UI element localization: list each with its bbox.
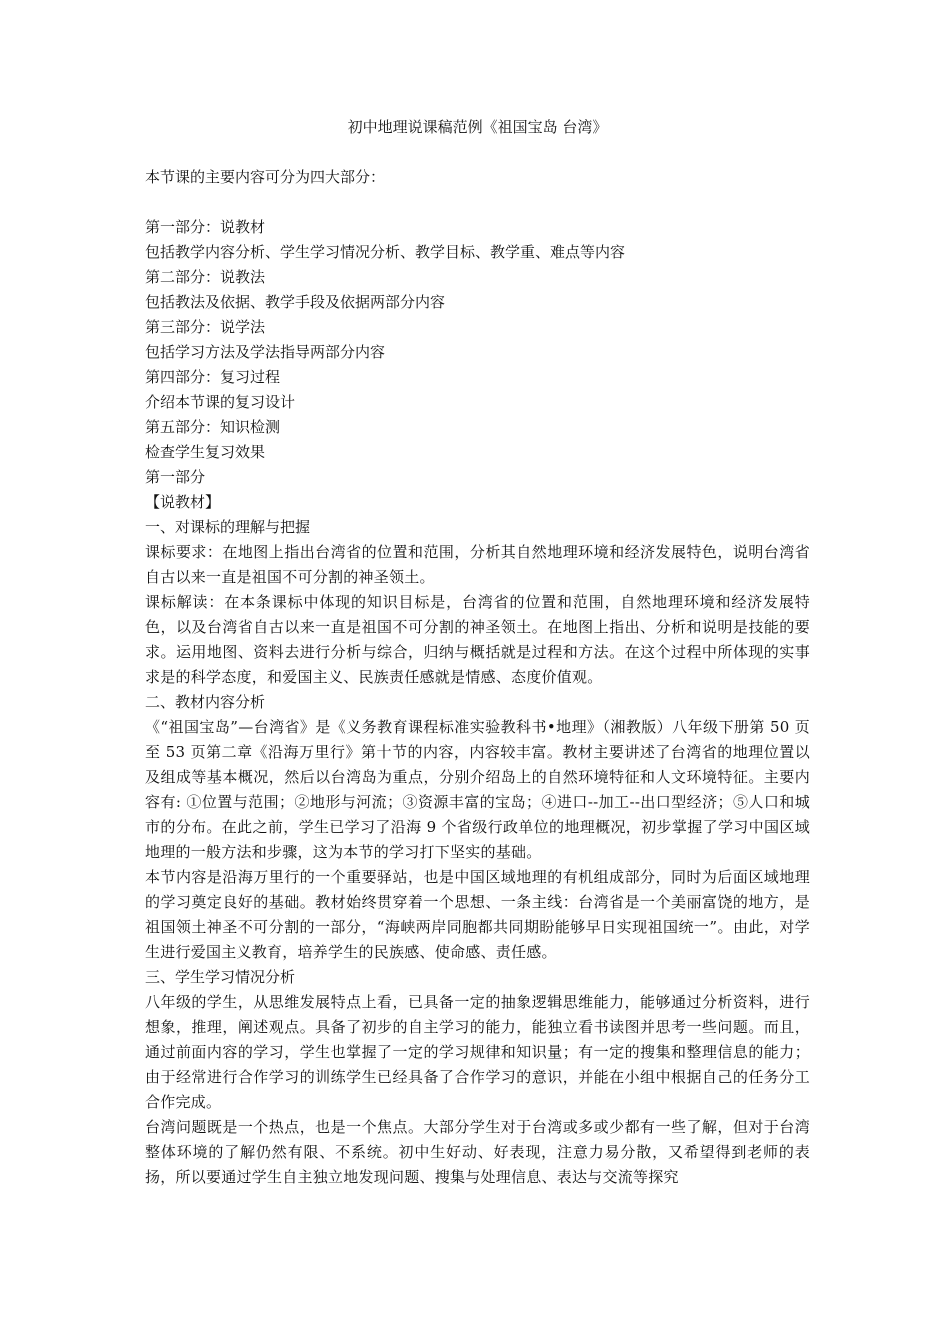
paragraph-content-role: 本节内容是沿海万里行的一个重要驿站，也是中国区域地理的有机组成部分，同时为后面区域地理的学习奠定良好的基础。教材始终贯穿着一个思想、一条主线：台湾省是一个美丽富饶的地方，是祖国领土神圣不可分割的一部分，“海峡两岸同胞都共同期盼能够早日实现祖国统一”。由此，对学生进行爱国主义教育，培养学生的民族感、使命感、责任感。	[145, 868, 810, 961]
outline-line: 第二部分：说教法	[145, 268, 266, 286]
paragraph-curriculum-interpretation: 课标解读：在本条课标中体现的知识目标是，台湾省的位置和范围，自然地理环境和经济发展特色，以及台湾省自古以来一直是祖国不可分割的神圣领土。在地图上指出、分析和说明是技能的要求。运用地图、资料去进行分析与综合，归纳与概括就是过程和方法。在这个过程中所体现的实事求是的科学态度，和爱国主义、民族责任感就是情感、态度价值观。	[145, 593, 810, 686]
outline-line: 第四部分：复习过程	[145, 368, 281, 386]
outline-line: 第一部分：说教材	[145, 218, 266, 236]
outline-line: 包括学习方法及学法指导两部分内容	[145, 343, 386, 361]
paragraph-student-analysis: 八年级的学生，从思维发展特点上看，已具备一定的抽象逻辑思维能力，能够通过分析资料，进行想象，推理，阐述观点。具备了初步的自主学习的能力，能独立看书读图并思考一些问题。而且，通过前面内容的学习，学生也掌握了一定的学习规律和知识量；有一定的搜集和整理信息的能力；由于经常进行合作学习的训练学生已经具备了合作学习的意识，并能在小组中根据自己的任务分工合作完成。	[145, 993, 810, 1111]
paragraph-taiwan-issue: 台湾问题既是一个热点，也是一个焦点。大部分学生对于台湾或多或少都有一些了解，但对于台湾整体环境的了解仍然有限、不系统。初中生好动、好表现，注意力易分散，又希望得到老师的表扬，所以要通过学生自主独立地发现问题、搜集与处理信息、表达与交流等探究	[145, 1118, 810, 1186]
outline-line: 检查学生复习效果	[145, 443, 266, 461]
subsection-heading: 一、对课标的理解与把握	[145, 518, 311, 536]
intro-line: 本节课的主要内容可分为四大部分：	[145, 168, 386, 186]
document-page	[145, 115, 810, 1190]
outline-line: 包括教法及依据、教学手段及依据两部分内容	[145, 293, 446, 311]
outline-line: 包括教学内容分析、学生学习情况分析、教学目标、教学重、难点等内容	[145, 243, 626, 261]
subsection-heading: 二、教材内容分析	[145, 693, 266, 711]
paragraph-content-analysis: 《“祖国宝岛”—台湾省》是《义务教育课程标准实验教科书•地理》（湘教版）八年级下册第 50 页至 53 页第二章《沿海万里行》第十节的内容，内容较丰富。教材主要讲述了台湾省的地理位置以及组成等基本概况，然后以台湾岛为重点，分别介绍岛上的自然环境特征和人文环境特征。主要内容有: ①位置与范围；②地形与河流；③资源丰富的宝岛；④进口--加工--出口型经济；⑤人口和城市的分布。在此之前，学生已学习了沿海 9 个省级行政单位的地理概况，初步掌握了学习中国区域地理的一般方法和步骤，这为本节的学习打下坚实的基础。	[145, 718, 810, 861]
document-title: 初中地理说课稿范例《祖国宝岛 台湾》	[347, 118, 608, 136]
paragraph-curriculum-requirement: 课标要求：在地图上指出台湾省的位置和范围，分析其自然地理环境和经济发展特色，说明台湾省自古以来一直是祖国不可分割的神圣领土。	[145, 543, 810, 586]
outline-line: 第五部分：知识检测	[145, 418, 281, 436]
outline-section	[145, 215, 810, 540]
part-heading: 第一部分	[145, 468, 206, 486]
body-section	[145, 540, 810, 1190]
outline-line: 第三部分：说学法	[145, 318, 266, 336]
subsection-heading: 三、学生学习情况分析	[145, 968, 296, 986]
outline-line: 介绍本节课的复习设计	[145, 393, 296, 411]
section-heading: 【说教材】	[145, 493, 221, 511]
